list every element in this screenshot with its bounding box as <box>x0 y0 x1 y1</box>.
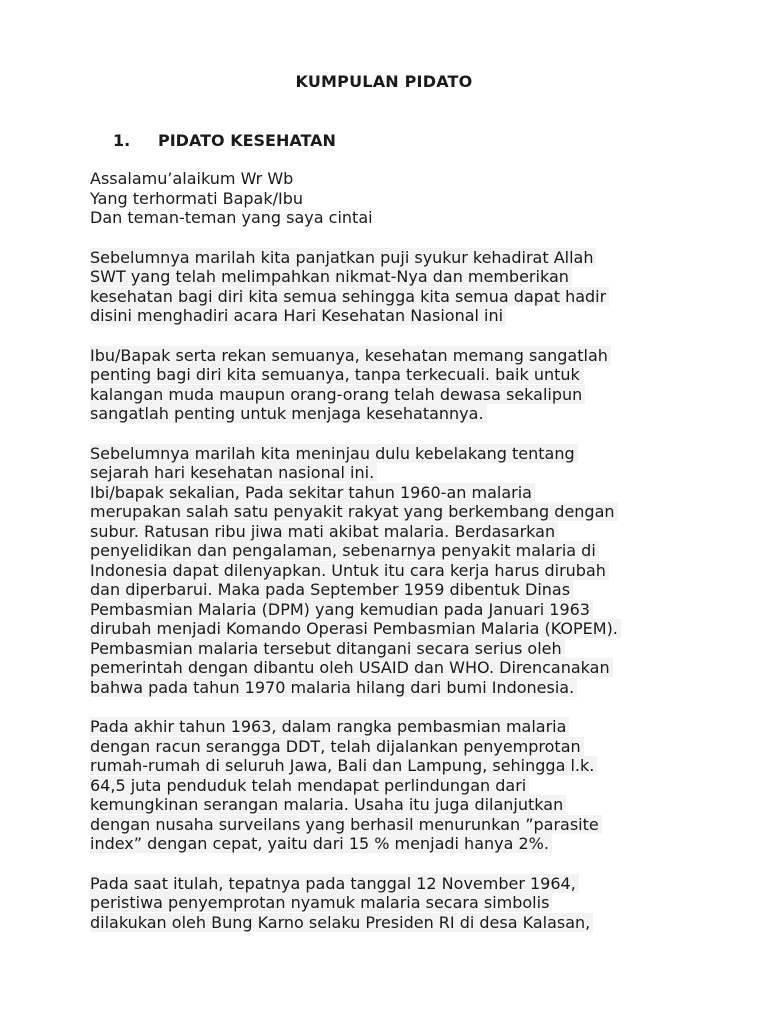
paragraph-line <box>90 737 690 757</box>
document-title: KUMPULAN PIDATO <box>295 72 473 91</box>
line-text: subur. Ratusan ribu jiwa mati akibat malaria. Berdasarkan <box>90 522 558 541</box>
paragraph-line <box>90 561 690 581</box>
line-text: Yang terhormati Bapak/Ibu <box>90 188 304 208</box>
paragraph-line <box>90 267 690 287</box>
paragraph-line <box>90 483 690 503</box>
line-text: dengan racun serangga DDT, telah dijalankan penyemprotan <box>90 737 584 756</box>
paragraph-line <box>90 580 690 600</box>
paragraph <box>90 248 690 326</box>
paragraph <box>90 346 690 424</box>
line-text: Sebelumnya marilah kita meninjau dulu kebelakang tentang <box>90 444 578 463</box>
line-text: dirubah menjadi Komando Operasi Pembasmian Malaria (KOPEM). <box>90 619 621 638</box>
line-text: Pembasmian Malaria (DPM) yang kemudian pada Januari 1963 <box>90 600 593 619</box>
paragraph-line <box>90 502 690 522</box>
paragraph <box>90 874 690 933</box>
line-text: Pada akhir tahun 1963, dalam rangka pembasmian malaria <box>90 717 569 736</box>
line-text: dan diperbarui. Maka pada September 1959 dibentuk Dinas <box>90 580 573 599</box>
paragraph-line <box>90 346 690 366</box>
line-text: 64,5 juta penduduk telah mendapat perlindungan dari <box>90 776 529 795</box>
line-text: dilakukan oleh Bung Karno selaku Presiden RI di desa Kalasan, <box>90 913 593 932</box>
line-text: Ibu/Bapak serta rekan semuanya, kesehatan memang sangatlah <box>90 346 611 365</box>
line-text: Pembasmian malaria tersebut ditangani secara serius oleh <box>90 639 565 658</box>
paragraph-line <box>90 522 690 542</box>
line-text: Ibi/bapak sekalian, Pada sekitar tahun 1960-an malaria <box>90 483 535 502</box>
line-text: Assalamu’alaikum Wr Wb <box>90 169 294 188</box>
line-text: penyelidikan dan pengalaman, sebenarnya penyakit malaria di <box>90 541 599 560</box>
line-text: SWT yang telah melimpahkan nikmat-Nya dan memberikan <box>90 267 572 286</box>
line-text: sejarah hari kesehatan nasional ini. <box>90 463 377 482</box>
paragraph-line <box>90 834 690 854</box>
paragraph-line <box>90 306 690 326</box>
paragraph <box>90 169 690 228</box>
line-text: Indonesia dapat dilenyapkan. Untuk itu cara kerja harus dirubah <box>90 561 609 580</box>
paragraph-line <box>90 463 690 483</box>
line-text: Sebelumnya marilah kita panjatkan puji syukur kehadirat Allah <box>90 248 596 267</box>
section-number: 1. <box>113 131 131 150</box>
line-text: pemerintah dengan dibantu oleh USAID dan WHO. Direncanakan <box>90 658 613 677</box>
paragraph-line <box>90 795 690 815</box>
paragraph-line <box>90 208 690 228</box>
line-text: peristiwa penyemprotan nyamuk malaria secara simbolis <box>90 893 552 912</box>
line-text: dengan nusaha surveilans yang berhasil menurunkan ”parasite <box>90 815 602 834</box>
paragraph-line <box>90 189 690 209</box>
paragraph-line <box>90 385 690 405</box>
section-heading <box>113 131 336 150</box>
paragraph-line <box>90 815 690 835</box>
line-text: Pada saat itulah, tepatnya pada tanggal 12 November 1964, <box>90 874 579 893</box>
line-text: disini menghadiri acara Hari Kesehatan Nasional ini <box>90 306 506 325</box>
paragraph-line <box>90 404 690 424</box>
paragraph-line <box>90 248 690 268</box>
paragraph-line <box>90 619 690 639</box>
paragraph-line <box>90 658 690 678</box>
paragraph-line <box>90 913 690 933</box>
line-text: merupakan salah satu penyakit rakyat yang berkembang dengan <box>90 502 618 521</box>
paragraph-line <box>90 287 690 307</box>
paragraph-line <box>90 756 690 776</box>
paragraph-line <box>90 444 690 464</box>
paragraph-line <box>90 776 690 796</box>
line-text: kemungkinan serangan malaria. Usaha itu juga dilanjutkan <box>90 795 566 814</box>
paragraph <box>90 717 690 854</box>
paragraph-line <box>90 678 690 698</box>
paragraph <box>90 444 690 698</box>
line-text: penting bagi diri kita semuanya, tanpa terkecuali. baik untuk <box>90 365 583 384</box>
paragraph-line <box>90 541 690 561</box>
line-text: bahwa pada tahun 1970 malaria hilang dari bumi Indonesia. <box>90 678 577 697</box>
line-text: index” dengan cepat, yaitu dari 15 % menjadi hanya 2%. <box>90 834 552 853</box>
paragraph-line <box>90 639 690 659</box>
paragraph-line <box>90 169 690 189</box>
document-body <box>90 169 690 952</box>
line-text: rumah-rumah di seluruh Jawa, Bali dan Lampung, sehingga l.k. <box>90 756 597 775</box>
paragraph-line <box>90 717 690 737</box>
paragraph-line <box>90 365 690 385</box>
line-text: Dan teman-teman yang saya cintai <box>90 208 373 227</box>
line-text: kesehatan bagi diri kita semua sehingga kita semua dapat hadir <box>90 287 609 306</box>
line-text: kalangan muda maupun orang-orang telah dewasa sekalipun <box>90 385 585 404</box>
paragraph-line <box>90 893 690 913</box>
section-title: PIDATO KESEHATAN <box>158 131 336 150</box>
paragraph-line <box>90 874 690 894</box>
paragraph-line <box>90 600 690 620</box>
line-text: sangatlah penting untuk menjaga kesehatannya. <box>90 404 487 423</box>
